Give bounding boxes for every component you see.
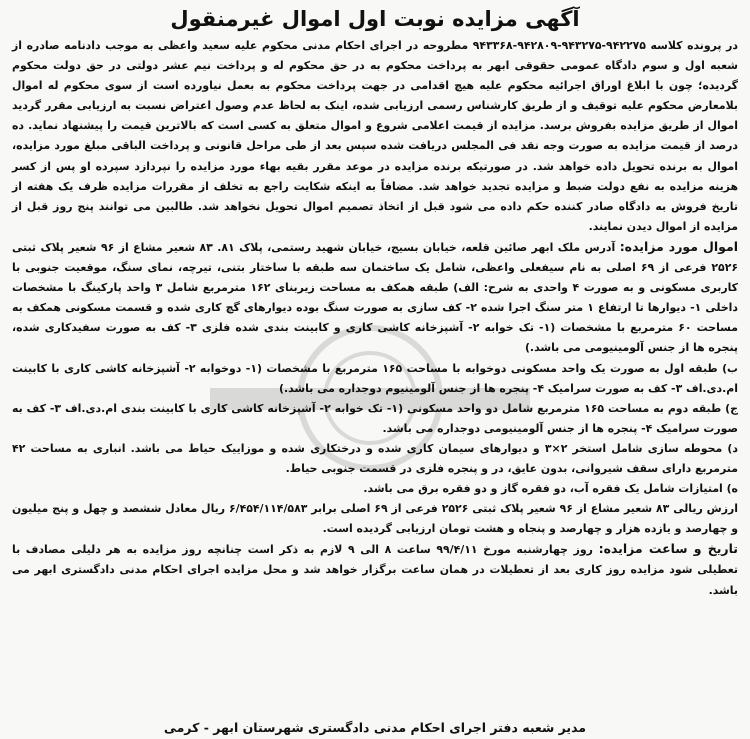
intro-text: در پرونده کلاسه ۹۴۲۲۷۵-۹۴۳۲۷۵-۹۴۲۸۰۹-۹۴۳۳۶۸ مطروحه در اجرای احکام مدنی محکوم علیه سعید واعظی به موجب دادنامه صادره از شعبه اول و سوم دادگاه عمومی حقوقی ابهر به پرداخت محکوم به در حق محکوم له و پرداخت نیم عشر دولتی در حق دولت محکوم گردیده؛ چون با ابلاغ اوراق اجرائیه محکوم علیه هیچ اقدامی در جهت پرداخت محکوم به بعمل نیاورده است از سوی محکوم له اموال بلامعارض محکوم علیه توقیف و از طریق کارشناس رسمی ارزیابی شده، اینک به لحاظ عدم وصول اعتراض نسبت به ارزیابی مقرر گردید اموال از طریق مزایده بفروش برسد. مزایده از قیمت اعلامی شروع و اموال متعلق به کسی است که بالاترین قیمت را پیشنهاد نماید. ده درصد از قیمت مزایده به صورت وجه نقد فی المجلس دریافت شده سپس بعد از طی مراحل قانونی و پرداخت الباقی مبلغ مورد مزایده، اموال به برنده تحویل داده خواهد شد. در صورتیکه برنده مزایده در موعد مقرر بقیه بهاء مورد مزایده را نپردازد سپرده او پس از کسر هزینه مزایده به نفع دولت ضبط و مزایده تجدید خواهد شد. مضافاً به اینکه شکایت راجع به تخلف از مقررات مزایده ظرف یک هفته از تاریخ فروش به دادگاه صادر کننده حکم داده می شود قبل از اتخاذ تصمیم اموال تحویل نخواهد شد. طالبین می توانند پنج روز قبل از مزایده از اموال دیدن نمایند. bbox=[12, 39, 738, 233]
valuation-text: ارزش ریالی ۸۳ شعیر مشاع از ۹۶ شعیر پلاک ثبتی ۲۵۲۶ فرعی از ۶۹ اصلی برابر ۶/۴۵۴/۱۱۴/۵۸۳ ریال معادل ششصد و چهل و پنج میلیون و چهارصد و یازده هزار و چهارصد و پنجاه و هشت تومان ارزیابی گردیده است. bbox=[12, 502, 738, 536]
property-section bbox=[12, 237, 738, 359]
datetime-text: روز چهارشنبه مورخ ۹۹/۴/۱۱ ساعت ۸ الی ۹ لازم به ذکر است چنانچه روز مزایده به هر دلیلی مصادف با تعطیلی شود مزایده روز کاری بعد از تعطیلات در همان ساعت برگزار خواهد شد و محل مزایده اجرای احکام مدنی دادگستری ابهر می باشد. bbox=[12, 543, 738, 597]
item-d bbox=[12, 439, 738, 479]
item-e-text: ه) امتیازات شامل یک فقره آب، دو فقره گاز و دو فقره برق می باشد. bbox=[363, 482, 738, 496]
valuation bbox=[12, 499, 738, 539]
datetime-section bbox=[12, 539, 738, 600]
item-c-text: ج) طبقه دوم به مساحت ۱۶۵ مترمربع شامل دو واحد مسکونی (۱- تک خوابه ۲- آشپزخانه کاشی کاری با کابینت بندی ام.دی.اف ۳- کف به صورت سرامیک ۴- پنجره ها از جنس آلومینیومی دوجداره می باشد. bbox=[12, 401, 739, 435]
property-text: آدرس ملک ابهر صائین قلعه، خیابان بسیج، خیابان شهید رستمی، پلاک ۸۱. ۸۳ شعیر مشاع از ۹۶ شعیر پلاک ثبتی ۲۵۲۶ فرعی از ۶۹ اصلی به نام سیفعلی واعظی، شامل یک ساختمان سه طبقه با ساختار بتنی، تیرچه، نمای سنگ، موقعیت جنوبی با کاربری مسکونی و به صورت ۴ واحدی به شرح: الف) طبقه همکف به مساحت زیربنای ۱۶۲ مترمربع شامل ۳ واحد پارکینگ با مشخصات داخلی ۱- دیوارها تا ارتفاع ۱ متر سنگ اجرا شده ۲- کف سازی به صورت سنگ بوده دیوارهای گچ کاری شده و قسمت مسکونی همکف به مساحت ۶۰ مترمربع با مشخصات (۱- تک خوابه ۲- آشپزخانه کاشی کاری و کابینت بندی شده فلزی ۳- کف به صورت سفیدکاری شده، پنجره ها از جنس آلومینیومی می باشد.) bbox=[12, 240, 739, 355]
item-b-text: ب) طبقه اول به صورت یک واحد مسکونی دوخوابه با مساحت ۱۶۵ مترمربع با مشخصات (۱- دوخوابه ۲- آشپزخانه کاشی کاری با کابینت ام.دی.اف ۳- کف به صورت سرامیک ۴- پنجره ها از جنس آلومینیوم دوجداره می باشد.) bbox=[12, 361, 738, 395]
item-d-text: د) محوطه سازی شامل استخر ۲×۳ و دیوارهای سیمان کاری شده و درختکاری شده و موزاییک حیاط می باشد. انباری به مساحت ۴۲ مترمربع دارای سقف شیروانی، بدون عایق، در و پنجره فلزی در قسمت جنوبی حیاط. bbox=[12, 441, 738, 475]
item-b bbox=[12, 359, 738, 399]
signature: مدیر شعبه دفتر اجرای احکام مدنی دادگستری شهرستان ابهر - کرمی bbox=[163, 720, 587, 735]
notice-title: آگهی مزایده نوبت اول اموال غیرمنقول bbox=[170, 7, 580, 31]
datetime-label: تاریخ و ساعت مزایده: bbox=[598, 541, 738, 557]
item-c bbox=[12, 399, 738, 439]
property-label: اموال مورد مزایده: bbox=[619, 238, 738, 254]
item-e bbox=[12, 479, 738, 499]
notice-intro bbox=[12, 36, 738, 237]
